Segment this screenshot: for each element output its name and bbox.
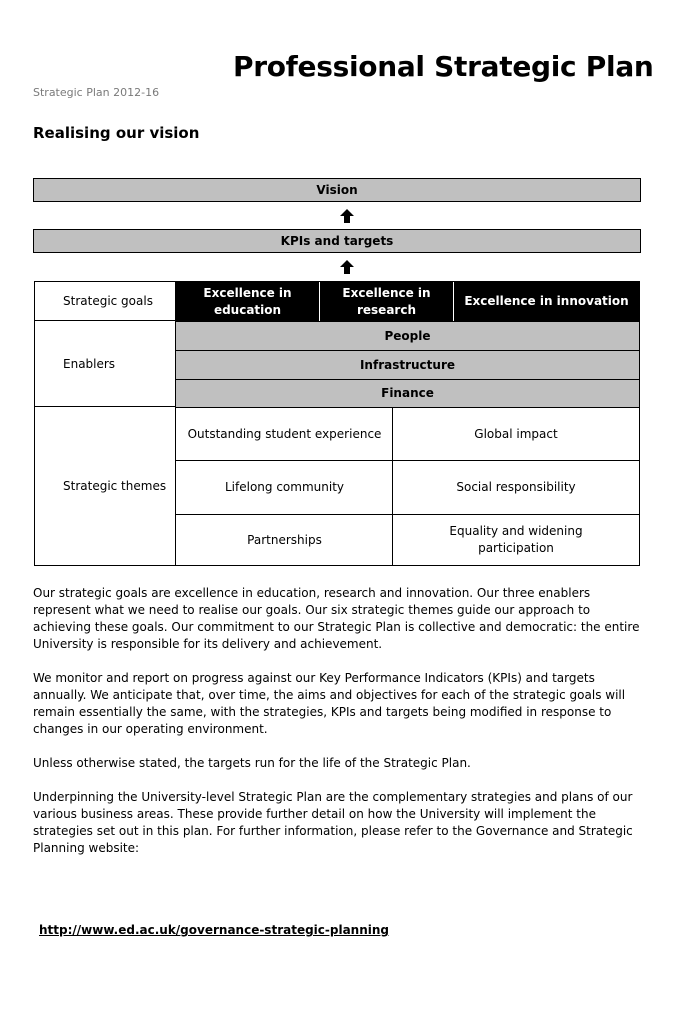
- row-label-goals: Strategic goals: [63, 294, 153, 308]
- row-label-enablers: Enablers: [63, 356, 116, 371]
- kpis-bar: KPIs and targets: [33, 229, 641, 253]
- enabler-people: People: [176, 321, 639, 350]
- theme-global-impact: Global impact: [393, 407, 639, 460]
- goal-education: Excellence in education: [176, 282, 319, 321]
- vision-bar: Vision: [33, 178, 641, 202]
- paragraph: Our strategic goals are excellence in education, research and innovation. Our three enablers represent what we need to realise our goals. Our six strategic themes guide our approach to achieving these goals. Our commitment to our Strategic Plan is collective and democratic: the entire University is responsible for its delivery and achievement.: [33, 586, 640, 651]
- paragraph: Underpinning the University-level Strategic Plan are the complementary strategies and plans of our various business areas. These provide further detail on how the University will implement the strategies set out in this plan. For further information, please refer to the Governance and Strategic Planning website:: [33, 790, 633, 855]
- up-arrow-icon: [339, 259, 355, 275]
- enabler-infrastructure: Infrastructure: [176, 350, 639, 379]
- section-heading: Realising our vision: [33, 124, 200, 142]
- governance-website-link[interactable]: http://www.ed.ac.uk/governance-strategic-planning: [39, 923, 390, 937]
- document-subtitle: Strategic Plan 2012-16: [33, 86, 160, 99]
- theme-social-responsibility: Social responsibility: [393, 460, 639, 514]
- divider: [453, 282, 454, 321]
- theme-student-experience: Outstanding student experience: [176, 407, 393, 460]
- goal-research: Excellence in research: [320, 282, 453, 321]
- paragraph: Unless otherwise stated, the targets run for the life of the Strategic Plan.: [33, 756, 471, 770]
- divider: [35, 406, 176, 407]
- theme-lifelong-community: Lifelong community: [176, 460, 393, 514]
- paragraph: We monitor and report on progress against our Key Performance Indicators (KPIs) and targets annually. We anticipate that, over time, the aims and objectives for each of the strategic goals will remain essentially the same, with the strategies, KPIs and targets being modified in response to changes in our operating environment.: [33, 671, 626, 736]
- page-title: Professional Strategic Plan: [233, 50, 654, 83]
- row-label-themes: Strategic themes: [63, 478, 167, 493]
- strategy-diagram: [34, 281, 640, 566]
- enabler-finance: Finance: [176, 379, 639, 407]
- goal-innovation: Excellence in innovation: [454, 282, 639, 321]
- theme-equality: Equality and widening participation: [393, 514, 639, 565]
- up-arrow-icon: [339, 208, 355, 224]
- theme-partnerships: Partnerships: [176, 514, 393, 565]
- divider: [392, 407, 393, 565]
- divider: [319, 282, 320, 321]
- divider: [35, 320, 176, 321]
